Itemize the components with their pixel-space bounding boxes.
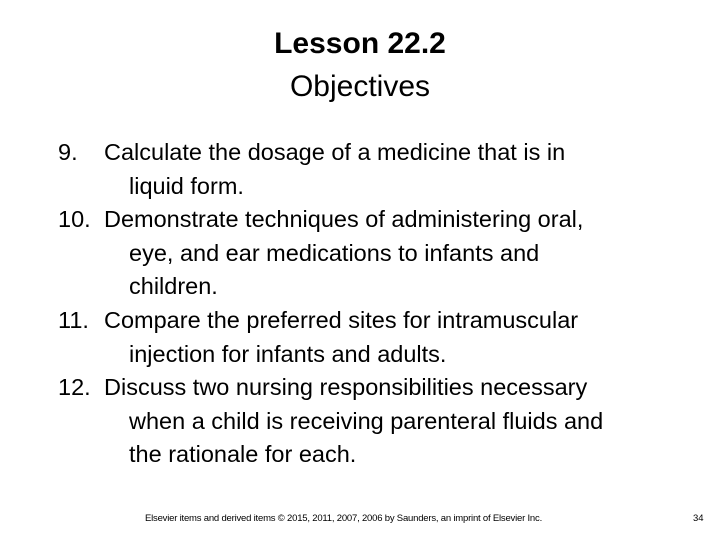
slide-subtitle: Objectives [289, 70, 431, 103]
objective-number: 12. [58, 374, 91, 401]
objective-text-line: children. [129, 273, 218, 300]
objective-item [58, 203, 698, 304]
objective-number: 9. [58, 139, 78, 165]
objective-text-line: the rationale for each. [129, 441, 357, 468]
objective-text-line: when a child is receiving parenteral fluids and [129, 407, 604, 434]
objective-text-line: eye, and ear medications to infants and [129, 239, 540, 266]
objectives-list [58, 136, 698, 472]
objective-item [58, 304, 698, 371]
objective-text-line: Discuss two nursing responsibilities necessary [104, 374, 588, 401]
objective-text-line: Compare the preferred sites for intramuscular [104, 306, 579, 333]
objective-number: 11. [58, 306, 89, 333]
page-number: 34 [693, 513, 704, 524]
objective-text-line: injection for infants and adults. [129, 340, 447, 367]
objective-text-line: Demonstrate techniques of administering oral, [104, 206, 584, 233]
objective-text-line: liquid form. [129, 172, 244, 199]
slide-title: Lesson 22.2 [274, 27, 446, 60]
copyright-footer: Elsevier items and derived items © 2015, 2011, 2007, 2006 by Saunders, an imprint of Elsevier Inc. [145, 513, 543, 524]
objective-item [58, 371, 698, 472]
objective-text-line: Calculate the dosage of a medicine that is in [104, 139, 566, 165]
objective-item [58, 136, 698, 203]
objective-number: 10. [58, 206, 91, 233]
